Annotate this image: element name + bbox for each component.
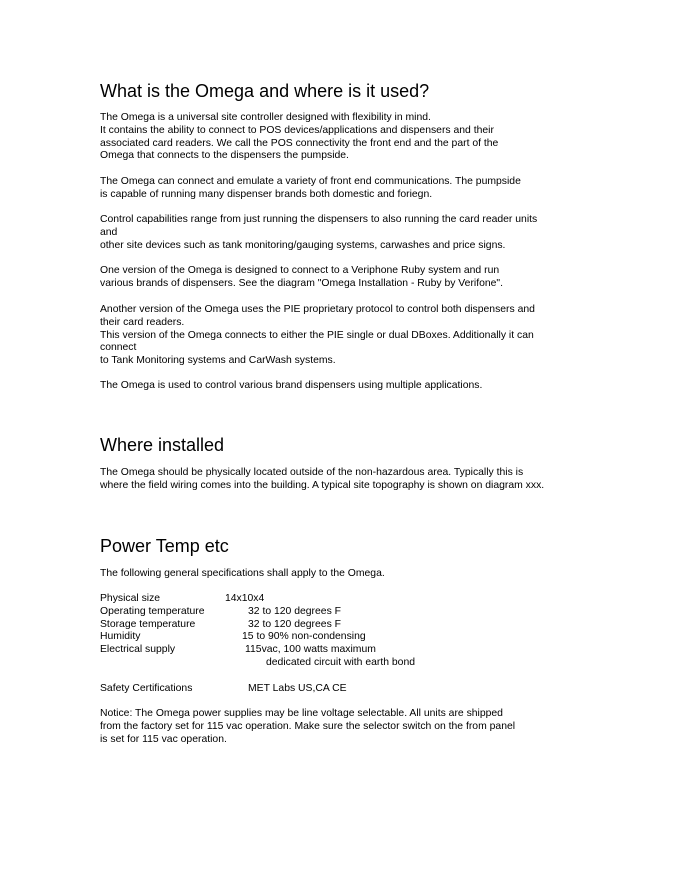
heading-what-is-omega: What is the Omega and where is it used? — [100, 81, 430, 101]
spec-value: 15 to 90% non-condensing — [242, 631, 366, 643]
text-line: Another version of the Omega uses the PIE proprietary protocol to control both dispensers and — [100, 304, 535, 315]
spec-value: 14x10x4 — [225, 593, 265, 604]
spec-table — [100, 593, 590, 670]
paragraph-usage — [100, 380, 590, 393]
spec-label: Humidity — [100, 631, 141, 643]
text-line: Control capabilities range from just running the dispensers to also running the card reader units — [100, 214, 538, 225]
spec-row-humidity — [100, 631, 590, 644]
text-line: Notice: The Omega power supplies may be line voltage selectable. All units are shipped — [100, 708, 503, 719]
spec-label: Storage temperature — [100, 618, 196, 630]
text-line: One version of the Omega is designed to connect to a Veriphone Ruby system and run — [100, 265, 500, 276]
text-line: The following general specifications shall apply to the Omega. — [100, 568, 385, 579]
spec-value: 32 to 120 degrees F — [248, 618, 342, 630]
paragraph-spec-intro — [100, 568, 590, 581]
text-line: is capable of running many dispenser brands both domestic and foriegn. — [100, 188, 433, 200]
text-line: The Omega should be physically located outside of the non-hazardous area. Typically this is — [100, 467, 524, 478]
heading-power-temp: Power Temp etc — [100, 536, 229, 556]
paragraph-intro — [100, 112, 590, 163]
paragraph-control-capabilities — [100, 214, 590, 252]
text-line: connect — [100, 342, 137, 354]
text-line: is set for 115 vac operation. — [100, 733, 227, 745]
text-line: The Omega is a universal site controller designed with flexibility in mind. — [100, 112, 431, 123]
spec-value: MET Labs US,CA CE — [248, 683, 347, 694]
spec-label: Safety Certifications — [100, 683, 193, 694]
safety-certifications — [100, 683, 590, 696]
text-line: It contains the ability to connect to POS devices/applications and dispensers and their — [100, 124, 494, 136]
heading-where-installed: Where installed — [100, 435, 225, 455]
text-line: Omega that connects to the dispensers the pumpside. — [100, 150, 349, 162]
spec-value: dedicated circuit with earth bond — [266, 656, 416, 668]
text-line: their card readers. — [100, 316, 185, 328]
text-line: The Omega is used to control various brand dispensers using multiple applications. — [100, 380, 483, 391]
text-line: other site devices such as tank monitoring/gauging systems, carwashes and price signs. — [100, 239, 506, 251]
spec-row-electrical-supply — [100, 644, 590, 657]
paragraph-ruby-version — [100, 265, 590, 291]
spec-label: Electrical supply — [100, 644, 176, 656]
spec-row-safety — [100, 683, 590, 696]
text-line: and — [100, 226, 118, 238]
paragraph-location — [100, 467, 590, 493]
spec-row-storage-temperature — [100, 619, 590, 632]
text-line: various brands of dispensers. See the diagram "Omega Installation - Ruby by Verifone". — [100, 277, 504, 289]
text-line: associated card readers. We call the POS connectivity the front end and the part of the — [100, 137, 499, 149]
spec-label: Physical size — [100, 593, 161, 604]
spec-row-electrical-supply-cont — [100, 657, 590, 670]
text-line: This version of the Omega connects to either the PIE single or dual DBoxes. Additionally it can — [100, 329, 534, 341]
text-line: from the factory set for 115 vac operation. Make sure the selector switch on the from panel — [100, 720, 516, 732]
paragraph-front-end — [100, 176, 590, 202]
text-line: The Omega can connect and emulate a variety of front end communications. The pumpside — [100, 176, 521, 187]
spec-value: 32 to 120 degrees F — [248, 605, 342, 617]
spec-row-physical-size — [100, 593, 590, 606]
text-line: to Tank Monitoring systems and CarWash systems. — [100, 355, 336, 367]
paragraph-pie-version — [100, 304, 590, 368]
spec-value: 115vac, 100 watts maximum — [245, 644, 376, 656]
spec-label: Operating temperature — [100, 605, 205, 617]
paragraph-notice — [100, 708, 590, 746]
text-line: where the field wiring comes into the building. A typical site topography is shown on diagram xxx. — [100, 479, 545, 491]
spec-row-operating-temperature — [100, 606, 590, 619]
